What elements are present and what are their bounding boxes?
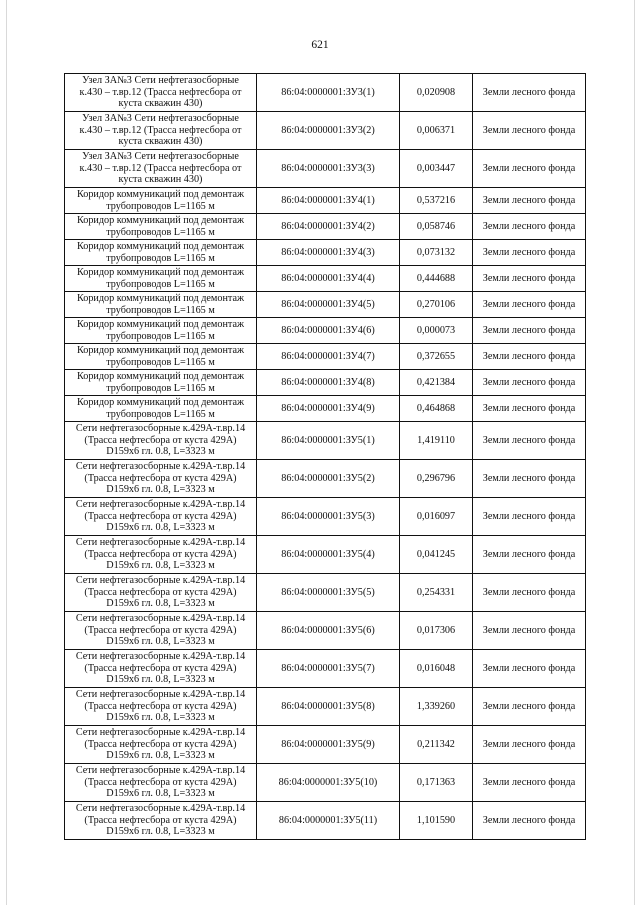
cadastral-number-cell: 86:04:0000001:ЗУ5(2) <box>257 460 400 498</box>
table-row <box>65 292 586 318</box>
land-category-cell: Земли лесного фонда <box>473 370 586 396</box>
land-category-cell: Земли лесного фонда <box>473 498 586 536</box>
table-row <box>65 266 586 292</box>
object-name-cell: Сети нефтегазосборные к.429А-т.вр.14 (Трасса нефтесбора от куста 429А) D159х6 гл. 0.8, L=3323 м <box>65 536 257 574</box>
land-category-cell: Земли лесного фонда <box>473 460 586 498</box>
object-name-cell: Сети нефтегазосборные к.429А-т.вр.14 (Трасса нефтесбора от куста 429А) D159х6 гл. 0.8, L=3323 м <box>65 460 257 498</box>
land-category-cell: Земли лесного фонда <box>473 112 586 150</box>
cadastral-number-cell: 86:04:0000001:ЗУ4(4) <box>257 266 400 292</box>
object-name-cell: Коридор коммуникаций под демонтаж трубопроводов L=1165 м <box>65 318 257 344</box>
land-plots-table <box>64 73 586 840</box>
land-category-cell: Земли лесного фонда <box>473 188 586 214</box>
table-row <box>65 498 586 536</box>
area-cell: 0,444688 <box>400 266 473 292</box>
object-name-cell: Коридор коммуникаций под демонтаж трубопроводов L=1165 м <box>65 344 257 370</box>
table-row <box>65 112 586 150</box>
table-row <box>65 74 586 112</box>
table-row <box>65 240 586 266</box>
table-row <box>65 536 586 574</box>
area-cell: 0,537216 <box>400 188 473 214</box>
area-cell: 0,000073 <box>400 318 473 344</box>
area-cell: 0,372655 <box>400 344 473 370</box>
object-name-cell: Коридор коммуникаций под демонтаж трубопроводов L=1165 м <box>65 370 257 396</box>
area-cell: 0,017306 <box>400 612 473 650</box>
object-name-cell: Сети нефтегазосборные к.429А-т.вр.14 (Трасса нефтесбора от куста 429А) D159х6 гл. 0.8, L=3323 м <box>65 764 257 802</box>
area-cell: 0,016048 <box>400 650 473 688</box>
object-name-cell: Сети нефтегазосборные к.429А-т.вр.14 (Трасса нефтесбора от куста 429А) D159х6 гл. 0.8, L=3323 м <box>65 498 257 536</box>
table-row <box>65 422 586 460</box>
land-category-cell: Земли лесного фонда <box>473 396 586 422</box>
object-name-cell: Коридор коммуникаций под демонтаж трубопроводов L=1165 м <box>65 292 257 318</box>
area-cell: 0,006371 <box>400 112 473 150</box>
object-name-cell: Узел ЗА№3 Сети нефтегазосборные к.430 – т.вр.12 (Трасса нефтесбора от куста скважин 430) <box>65 150 257 188</box>
land-category-cell: Земли лесного фонда <box>473 318 586 344</box>
land-category-cell: Земли лесного фонда <box>473 574 586 612</box>
table-row <box>65 802 586 840</box>
object-name-cell: Коридор коммуникаций под демонтаж трубопроводов L=1165 м <box>65 188 257 214</box>
area-cell: 0,073132 <box>400 240 473 266</box>
table-row <box>65 764 586 802</box>
land-category-cell: Земли лесного фонда <box>473 764 586 802</box>
area-cell: 0,058746 <box>400 214 473 240</box>
area-cell: 0,270106 <box>400 292 473 318</box>
cadastral-number-cell: 86:04:0000001:ЗУ4(7) <box>257 344 400 370</box>
land-category-cell: Земли лесного фонда <box>473 74 586 112</box>
land-plots-table-body <box>65 74 586 840</box>
cadastral-number-cell: 86:04:0000001:ЗУ5(6) <box>257 612 400 650</box>
cadastral-number-cell: 86:04:0000001:ЗУ5(3) <box>257 498 400 536</box>
cadastral-number-cell: 86:04:0000001:ЗУ3(2) <box>257 112 400 150</box>
table-row <box>65 214 586 240</box>
cadastral-number-cell: 86:04:0000001:ЗУ5(9) <box>257 726 400 764</box>
cadastral-number-cell: 86:04:0000001:ЗУ4(5) <box>257 292 400 318</box>
area-cell: 0,464868 <box>400 396 473 422</box>
object-name-cell: Коридор коммуникаций под демонтаж трубопроводов L=1165 м <box>65 266 257 292</box>
land-category-cell: Земли лесного фонда <box>473 650 586 688</box>
area-cell: 1,419110 <box>400 422 473 460</box>
cadastral-number-cell: 86:04:0000001:ЗУ3(1) <box>257 74 400 112</box>
cadastral-number-cell: 86:04:0000001:ЗУ4(1) <box>257 188 400 214</box>
land-category-cell: Земли лесного фонда <box>473 266 586 292</box>
area-cell: 0,211342 <box>400 726 473 764</box>
land-category-cell: Земли лесного фонда <box>473 536 586 574</box>
area-cell: 1,339260 <box>400 688 473 726</box>
object-name-cell: Узел ЗА№3 Сети нефтегазосборные к.430 – т.вр.12 (Трасса нефтесбора от куста скважин 430) <box>65 74 257 112</box>
area-cell: 0,016097 <box>400 498 473 536</box>
table-row <box>65 688 586 726</box>
object-name-cell: Сети нефтегазосборные к.429А-т.вр.14 (Трасса нефтесбора от куста 429А) D159х6 гл. 0.8, L=3323 м <box>65 802 257 840</box>
object-name-cell: Узел ЗА№3 Сети нефтегазосборные к.430 – т.вр.12 (Трасса нефтесбора от куста скважин 430) <box>65 112 257 150</box>
table-row <box>65 344 586 370</box>
table-row <box>65 150 586 188</box>
land-category-cell: Земли лесного фонда <box>473 726 586 764</box>
area-cell: 0,296796 <box>400 460 473 498</box>
land-category-cell: Земли лесного фонда <box>473 612 586 650</box>
object-name-cell: Сети нефтегазосборные к.429А-т.вр.14 (Трасса нефтесбора от куста 429А) D159х6 гл. 0.8, L=3323 м <box>65 688 257 726</box>
land-category-cell: Земли лесного фонда <box>473 688 586 726</box>
cadastral-number-cell: 86:04:0000001:ЗУ4(3) <box>257 240 400 266</box>
table-row <box>65 574 586 612</box>
scan-edge-right <box>634 0 635 905</box>
area-cell: 0,171363 <box>400 764 473 802</box>
cadastral-number-cell: 86:04:0000001:ЗУ5(7) <box>257 650 400 688</box>
object-name-cell: Сети нефтегазосборные к.429А-т.вр.14 (Трасса нефтесбора от куста 429А) D159х6 гл. 0.8, L=3323 м <box>65 612 257 650</box>
land-category-cell: Земли лесного фонда <box>473 344 586 370</box>
scan-edge-left <box>6 0 7 905</box>
cadastral-number-cell: 86:04:0000001:ЗУ5(1) <box>257 422 400 460</box>
cadastral-number-cell: 86:04:0000001:ЗУ5(10) <box>257 764 400 802</box>
area-cell: 1,101590 <box>400 802 473 840</box>
land-category-cell: Земли лесного фонда <box>473 240 586 266</box>
object-name-cell: Сети нефтегазосборные к.429А-т.вр.14 (Трасса нефтесбора от куста 429А) D159х6 гл. 0.8, L=3323 м <box>65 422 257 460</box>
area-cell: 0,254331 <box>400 574 473 612</box>
table-row <box>65 726 586 764</box>
object-name-cell: Коридор коммуникаций под демонтаж трубопроводов L=1165 м <box>65 214 257 240</box>
land-category-cell: Земли лесного фонда <box>473 150 586 188</box>
cadastral-number-cell: 86:04:0000001:ЗУ3(3) <box>257 150 400 188</box>
cadastral-number-cell: 86:04:0000001:ЗУ5(8) <box>257 688 400 726</box>
page-number: 621 <box>311 39 329 51</box>
area-cell: 0,041245 <box>400 536 473 574</box>
object-name-cell: Коридор коммуникаций под демонтаж трубопроводов L=1165 м <box>65 396 257 422</box>
cadastral-number-cell: 86:04:0000001:ЗУ5(11) <box>257 802 400 840</box>
table-row <box>65 460 586 498</box>
land-category-cell: Земли лесного фонда <box>473 214 586 240</box>
object-name-cell: Сети нефтегазосборные к.429А-т.вр.14 (Трасса нефтесбора от куста 429А) D159х6 гл. 0.8, L=3323 м <box>65 650 257 688</box>
table-row <box>65 370 586 396</box>
area-cell: 0,421384 <box>400 370 473 396</box>
cadastral-number-cell: 86:04:0000001:ЗУ4(6) <box>257 318 400 344</box>
table-row <box>65 396 586 422</box>
object-name-cell: Коридор коммуникаций под демонтаж трубопроводов L=1165 м <box>65 240 257 266</box>
cadastral-number-cell: 86:04:0000001:ЗУ4(9) <box>257 396 400 422</box>
object-name-cell: Сети нефтегазосборные к.429А-т.вр.14 (Трасса нефтесбора от куста 429А) D159х6 гл. 0.8, L=3323 м <box>65 574 257 612</box>
table-row <box>65 318 586 344</box>
cadastral-number-cell: 86:04:0000001:ЗУ5(5) <box>257 574 400 612</box>
cadastral-number-cell: 86:04:0000001:ЗУ4(8) <box>257 370 400 396</box>
table-row <box>65 188 586 214</box>
cadastral-number-cell: 86:04:0000001:ЗУ4(2) <box>257 214 400 240</box>
land-category-cell: Земли лесного фонда <box>473 802 586 840</box>
table-row <box>65 650 586 688</box>
table-row <box>65 612 586 650</box>
land-category-cell: Земли лесного фонда <box>473 292 586 318</box>
area-cell: 0,020908 <box>400 74 473 112</box>
object-name-cell: Сети нефтегазосборные к.429А-т.вр.14 (Трасса нефтесбора от куста 429А) D159х6 гл. 0.8, L=3323 м <box>65 726 257 764</box>
area-cell: 0,003447 <box>400 150 473 188</box>
cadastral-number-cell: 86:04:0000001:ЗУ5(4) <box>257 536 400 574</box>
land-category-cell: Земли лесного фонда <box>473 422 586 460</box>
